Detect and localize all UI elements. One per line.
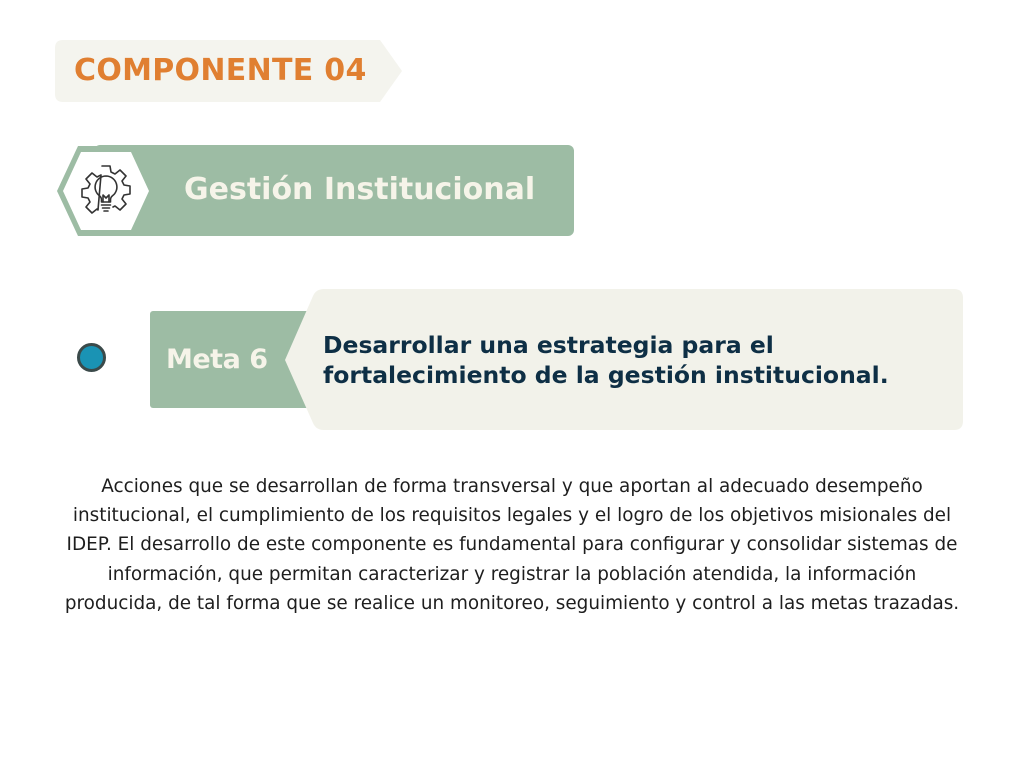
description-paragraph: Acciones que se desarrollan de forma transversal y que aportan al adecuado desempeño institucional, el cumplimiento de los requisitos legales y el logro de los objetivos misionales del IDEP. El desarrollo de este componente es fundamental para configurar y consolidar sistemas de información, que permitan caracterizar y registrar la población atendida, la información producida, de tal forma que se realice un monitoreo, seguimiento y control a las metas trazadas. — [64, 476, 960, 614]
component-tag — [55, 40, 403, 102]
lightbulb-gear-icon — [78, 163, 134, 219]
section-title: Gestión Institucional — [184, 172, 536, 207]
component-title: COMPONENTE 04 — [74, 53, 367, 88]
goal-bullet-dot — [77, 343, 106, 372]
goal-label: Meta 6 — [166, 344, 268, 375]
section-banner — [56, 145, 574, 237]
goal-text: Desarrollar una estrategia para el fortalecimiento de la gestión institucional. — [323, 331, 889, 389]
